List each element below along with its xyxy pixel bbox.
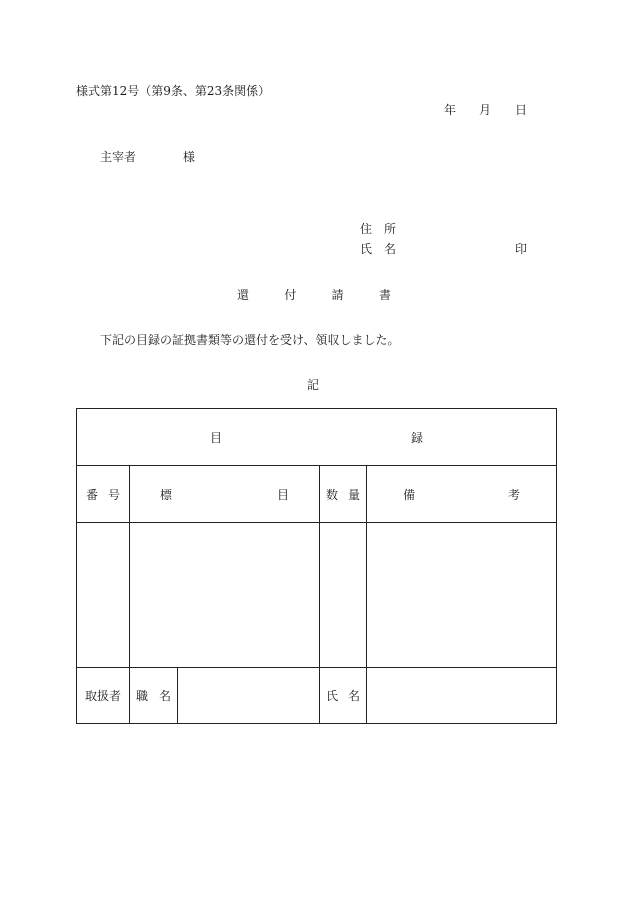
address-label: 住 所 xyxy=(360,222,396,236)
body-text: 下記の目録の証拠書類等の還付を受け、領収しました。 xyxy=(100,333,400,347)
date-month: 月 xyxy=(479,103,492,117)
footer-name-label: 氏 名 xyxy=(320,668,367,724)
date-day: 日 xyxy=(515,103,528,117)
footer-name-value-cell[interactable] xyxy=(367,668,557,724)
body-remarks-cell[interactable] xyxy=(367,523,557,668)
body-item-cell[interactable] xyxy=(130,523,320,668)
table-title-char: 目 xyxy=(210,430,223,445)
ki-mark: 記 xyxy=(307,378,320,392)
table-title-cell xyxy=(77,409,557,466)
body-number-cell[interactable] xyxy=(77,523,130,668)
form-id: 様式第12号（第9条、第23条関係） xyxy=(76,84,271,98)
handler-label: 取扱者 xyxy=(77,668,130,724)
position-value-cell[interactable] xyxy=(178,668,320,724)
addressee-title: 主宰者 xyxy=(100,150,137,164)
header-item: 標 目 xyxy=(130,466,320,523)
table-header-row xyxy=(77,466,557,523)
header-number: 番 号 xyxy=(77,466,130,523)
document-title: 還 付 請 書 xyxy=(237,288,391,302)
header-remarks: 備 考 xyxy=(367,466,557,523)
position-label: 職 名 xyxy=(130,668,178,724)
seal-mark: 印 xyxy=(515,242,528,256)
name-label: 氏 名 xyxy=(360,242,396,256)
record-table xyxy=(76,408,557,724)
header-quantity: 数 量 xyxy=(320,466,367,523)
addressee-honorific: 様 xyxy=(183,150,196,164)
table-body-row xyxy=(77,523,557,668)
body-quantity-cell[interactable] xyxy=(320,523,367,668)
date-year: 年 xyxy=(444,103,457,117)
table-title-row xyxy=(77,409,557,466)
table-footer-row xyxy=(77,668,557,724)
table-title-char: 録 xyxy=(411,430,424,445)
